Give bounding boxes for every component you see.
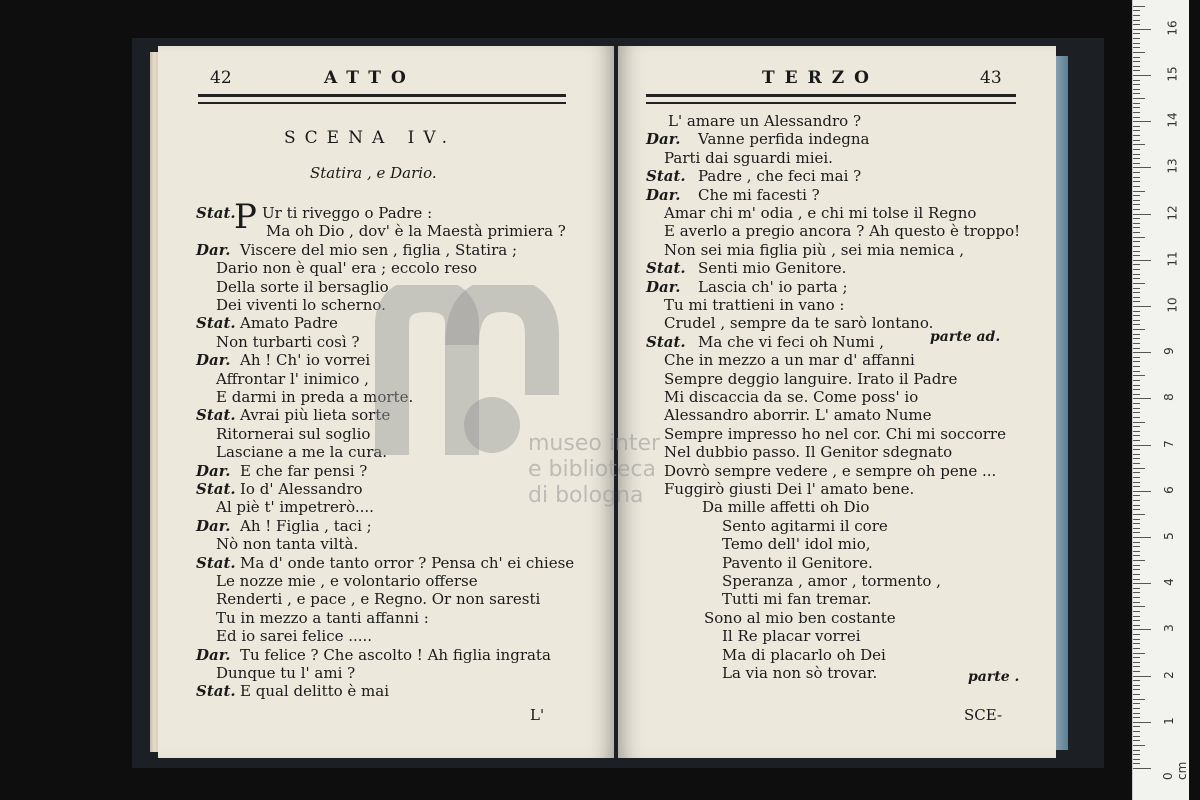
verse-line: Pavento il Genitore. <box>722 553 873 572</box>
verse-line: E qual delitto è mai <box>240 682 390 701</box>
ruler-tick <box>1133 574 1140 575</box>
ruler-tick <box>1133 597 1140 598</box>
verse-line: Ma di placarlo oh Dei <box>722 645 886 664</box>
verse-line: Sono al mio ben costante <box>704 608 896 627</box>
speaker-label: Dar. <box>646 277 681 296</box>
ruler-tick <box>1133 736 1140 737</box>
scene-title: SCENA IV. <box>284 128 457 148</box>
ruler-tick <box>1133 417 1140 418</box>
ruler-tick <box>1133 260 1151 261</box>
ruler-tick <box>1133 209 1140 210</box>
ruler-tick <box>1133 602 1140 603</box>
ruler-tick <box>1133 320 1140 321</box>
ruler-tick <box>1133 306 1151 307</box>
right-page-edge <box>1054 56 1068 750</box>
ruler-tick <box>1133 458 1140 459</box>
ruler-tick <box>1133 588 1140 589</box>
ruler-tick <box>1133 80 1140 81</box>
ruler-tick <box>1133 140 1140 141</box>
ruler-tick <box>1133 292 1140 293</box>
verse-line: Dei viventi lo scherno. <box>216 296 386 314</box>
ruler-tick <box>1133 43 1140 44</box>
header-rule <box>646 102 1016 104</box>
ruler-tick <box>1133 112 1140 113</box>
verse-line: E che far pensi ? <box>240 461 368 480</box>
ruler-tick <box>1133 149 1140 150</box>
ruler-tick <box>1133 195 1140 196</box>
verse-line: Crudel , sempre da te sarò lontano. <box>664 314 934 333</box>
verse-line: Tu felice ? Che ascolto ! Ah figlia ingrata <box>240 645 551 664</box>
ruler-tick <box>1133 315 1140 316</box>
verse-line: Le nozze mie , e volontario offerse <box>216 572 478 590</box>
ruler-tick <box>1133 251 1140 252</box>
ruler-tick <box>1133 75 1151 76</box>
ruler-tick <box>1133 699 1145 700</box>
ruler-tick <box>1133 546 1140 547</box>
ruler-label: 7 <box>1161 439 1176 448</box>
ruler-tick <box>1133 84 1140 85</box>
ruler-tick <box>1133 408 1140 409</box>
ruler-tick <box>1133 144 1145 145</box>
ruler-tick <box>1133 750 1140 751</box>
ruler-label: 13 <box>1165 158 1180 175</box>
ruler-tick <box>1133 717 1140 718</box>
ruler-tick <box>1133 643 1140 644</box>
verse-line: Nò non tanta viltà. <box>216 535 359 554</box>
header-rule <box>646 94 1016 97</box>
verse-line: Senti mio Genitore. <box>698 259 847 278</box>
ruler-tick <box>1133 759 1140 760</box>
left-catchword: L' <box>530 706 545 724</box>
speaker-label: Dar. <box>646 130 681 149</box>
ruler-tick <box>1133 551 1140 552</box>
ruler-tick <box>1133 107 1140 108</box>
ruler-tick <box>1133 398 1151 399</box>
verse-line: Dunque tu l' ami ? <box>216 664 356 682</box>
ruler-label: 16 <box>1165 20 1180 36</box>
verse-line: Viscere del mio sen , figlia , Statira ; <box>240 240 518 259</box>
verse-line: Alessandro aborrir. L' amato Nume <box>664 406 932 425</box>
ruler-tick <box>1133 680 1140 681</box>
ruler-tick <box>1133 343 1140 344</box>
ruler-tick <box>1133 703 1140 704</box>
speaker-label: Stat. <box>196 204 236 222</box>
ruler-tick <box>1133 47 1140 48</box>
ruler-tick <box>1133 93 1140 94</box>
ruler-tick <box>1133 768 1151 769</box>
ruler-tick <box>1133 514 1145 515</box>
ruler-tick <box>1133 324 1140 325</box>
ruler-label: 9 <box>1161 347 1176 356</box>
ruler-tick <box>1133 555 1140 556</box>
watermark-text: di bologna <box>528 483 644 508</box>
ruler-tick <box>1133 449 1140 450</box>
speaker-label: Dar. <box>196 516 231 535</box>
ruler-tick <box>1133 269 1140 270</box>
ruler-tick <box>1133 29 1151 30</box>
speaker-label: Stat. <box>196 553 236 572</box>
ruler-tick <box>1133 204 1140 205</box>
verse-line: Della sorte il bersaglio <box>216 277 389 296</box>
ruler-tick <box>1133 237 1145 238</box>
ruler-tick <box>1133 519 1140 520</box>
ruler-tick <box>1133 264 1140 265</box>
ruler-tick <box>1133 472 1140 473</box>
ruler-tick <box>1133 694 1140 695</box>
ruler-tick <box>1133 537 1151 538</box>
ruler-tick <box>1133 186 1140 187</box>
speaker-label: Dar. <box>196 645 231 664</box>
ruler-tick <box>1133 560 1145 561</box>
scene-persons: Statira , e Dario. <box>310 164 437 182</box>
verse-line: Ur ti riveggo o Padre : <box>262 204 433 222</box>
left-page-header <box>158 68 614 88</box>
ruler-tick <box>1133 20 1140 21</box>
speaker-label: Stat. <box>196 406 236 425</box>
watermark-text: museo inter <box>528 431 661 456</box>
verse-line: Dovrò sempre vedere , e sempre oh pene ... <box>664 461 997 480</box>
verse-line: Che mi facesti ? <box>698 185 820 204</box>
ruler-tick <box>1133 486 1140 487</box>
verse-line: Amar chi m' odia , e chi mi tolse il Regno <box>664 204 977 222</box>
speaker-label: Dar. <box>196 351 231 370</box>
ruler-tick <box>1133 394 1140 395</box>
ruler-label: 15 <box>1165 66 1180 82</box>
ruler-tick <box>1133 10 1140 11</box>
header-rule <box>198 94 566 97</box>
ruler-tick <box>1133 403 1140 404</box>
ruler-tick <box>1133 657 1140 658</box>
verse-line: Affrontar l' inimico , <box>216 369 369 388</box>
ruler-tick <box>1133 412 1140 413</box>
ruler-tick <box>1133 468 1145 469</box>
speaker-label: Stat. <box>196 682 236 701</box>
ruler-tick <box>1133 177 1140 178</box>
ruler-tick <box>1133 592 1140 593</box>
ruler-tick <box>1133 130 1140 131</box>
ruler-tick <box>1133 33 1140 34</box>
ruler-tick <box>1133 223 1140 224</box>
ruler-tick <box>1133 181 1140 182</box>
ruler-tick <box>1133 375 1145 376</box>
verse-line: E averlo a pregio ancora ? Ah questo è troppo! <box>664 222 1021 241</box>
ruler-tick <box>1133 745 1145 746</box>
speaker-label: Stat. <box>646 259 686 278</box>
ruler-tick <box>1133 24 1140 25</box>
ruler-tick <box>1133 569 1140 570</box>
ruler-tick <box>1133 200 1140 201</box>
ruler-tick <box>1133 311 1140 312</box>
ruler-tick <box>1133 491 1151 492</box>
verse-line: Avrai più lieta sorte <box>240 406 391 425</box>
verse-line: Parti dai sguardi miei. <box>664 148 833 167</box>
verse-line: Ritornerai sul soglio <box>216 424 371 443</box>
ruler-tick <box>1133 482 1140 483</box>
right-page-number: 43 <box>980 68 1002 88</box>
ruler-tick <box>1133 542 1140 543</box>
ruler-tick <box>1133 666 1140 667</box>
ruler-tick <box>1133 625 1140 626</box>
ruler-tick <box>1133 685 1140 686</box>
ruler-tick <box>1133 583 1151 584</box>
ruler-label: 5 <box>1161 532 1176 540</box>
ruler-tick <box>1133 653 1145 654</box>
verse-line: Sempre impresso ho nel cor. Chi mi soccorre <box>664 424 1006 443</box>
ruler-tick <box>1133 528 1140 529</box>
ruler-tick <box>1133 440 1140 441</box>
ruler-tick <box>1133 708 1140 709</box>
watermark-text: e biblioteca <box>528 457 656 482</box>
ruler-tick <box>1133 70 1140 71</box>
ruler-tick <box>1133 676 1151 677</box>
ruler-tick <box>1133 121 1151 122</box>
ruler-tick <box>1133 634 1140 635</box>
verse-line: Da mille affetti oh Dio <box>702 498 870 517</box>
speaker-label: Stat. <box>196 480 236 498</box>
ruler-tick <box>1133 283 1145 284</box>
measurement-ruler <box>1132 0 1189 800</box>
ruler-tick <box>1133 431 1140 432</box>
ruler-label: 14 <box>1165 112 1180 128</box>
ruler-tick <box>1133 422 1145 423</box>
ruler-tick <box>1133 57 1140 58</box>
verse-line: E darmi in preda a morte. <box>216 388 414 406</box>
ruler-tick <box>1133 523 1140 524</box>
verse-line: Sento agitarmi il core <box>722 516 888 535</box>
stage-direction: parte . <box>968 669 1020 685</box>
ruler-tick <box>1133 38 1140 39</box>
ruler-tick <box>1133 348 1140 349</box>
ruler-tick <box>1133 232 1140 233</box>
verse-line: Tu in mezzo a tanti affanni : <box>216 608 429 627</box>
ruler-tick <box>1133 371 1140 372</box>
right-page-header <box>618 68 1056 88</box>
verse-line: Tutti mi fan tremar. <box>722 590 872 609</box>
ruler-tick <box>1133 357 1140 358</box>
verse-line: Ah ! Figlia , taci ; <box>240 516 372 535</box>
right-running-head: TERZO <box>762 68 879 88</box>
ruler-tick <box>1133 301 1140 302</box>
ruler-tick <box>1133 89 1140 90</box>
ruler-tick <box>1133 731 1140 732</box>
ruler-tick <box>1133 172 1140 173</box>
ruler-tick <box>1133 227 1140 228</box>
speaker-label: Dar. <box>196 240 231 259</box>
ruler-label: 4 <box>1161 578 1176 587</box>
ruler-tick <box>1133 218 1140 219</box>
verse-line: Ma che vi feci oh Numi , <box>698 332 885 351</box>
ruler-tick <box>1133 639 1140 640</box>
ruler-label: 10 <box>1165 297 1180 313</box>
left-page-number: 42 <box>210 68 232 88</box>
verse-line: Tu mi trattieni in vano : <box>664 296 845 314</box>
verse-line: Mi discaccia da se. Come poss' io <box>664 388 919 406</box>
ruler-tick <box>1133 385 1140 386</box>
ruler-tick <box>1133 754 1140 755</box>
ruler-tick <box>1133 167 1151 168</box>
ruler-tick <box>1133 352 1151 353</box>
ruler-tick <box>1133 297 1140 298</box>
ruler-label: 12 <box>1165 204 1180 221</box>
verse-line: L' amare un Alessandro ? <box>668 112 861 130</box>
ruler-tick <box>1133 117 1140 118</box>
verse-line: La via non sò trovar. <box>722 664 878 682</box>
right-page <box>618 46 1056 758</box>
verse-line: Nel dubbio passo. Il Genitor sdegnato <box>664 443 953 462</box>
verse-line: Sempre deggio languire. Irato il Padre <box>664 369 958 388</box>
ruler-tick <box>1133 648 1140 649</box>
ruler-tick <box>1133 52 1145 53</box>
ruler-tick <box>1133 662 1140 663</box>
ruler-tick <box>1133 135 1140 136</box>
ruler-tick <box>1133 463 1140 464</box>
ruler-tick <box>1133 565 1140 566</box>
ruler-label: 1 <box>1161 716 1176 725</box>
stage-direction: parte ad. <box>930 329 1001 345</box>
speaker-label: Stat. <box>646 167 686 186</box>
ruler-tick <box>1133 579 1140 580</box>
verse-line: Fuggirò giusti Dei l' amato bene. <box>664 480 915 498</box>
ruler-tick <box>1133 158 1140 159</box>
verse-line: Dario non è qual' era ; eccolo reso <box>216 259 478 278</box>
ruler-tick <box>1133 66 1140 67</box>
ruler-tick <box>1133 98 1145 99</box>
ruler-tick <box>1133 713 1140 714</box>
ruler-tick <box>1133 214 1151 215</box>
ruler-tick <box>1133 361 1140 362</box>
ruler-tick <box>1133 689 1140 690</box>
ruler-tick <box>1133 334 1140 335</box>
ruler-label: 2 <box>1161 670 1176 679</box>
ruler-tick <box>1133 380 1140 381</box>
ruler-tick <box>1133 763 1140 764</box>
verse-line: Ed io sarei felice ..... <box>216 627 373 646</box>
ruler-tick <box>1133 246 1140 247</box>
ruler-label: 11 <box>1165 251 1180 267</box>
ruler-tick <box>1133 61 1140 62</box>
ruler-tick <box>1133 620 1140 621</box>
verse-line: Al piè t' impetrerò.... <box>216 498 374 517</box>
ruler-tick <box>1133 426 1140 427</box>
ruler-tick <box>1133 500 1140 501</box>
right-catchword: SCE- <box>964 706 1003 724</box>
verse-line: Lascia ch' io parta ; <box>698 277 848 296</box>
ruler-tick <box>1133 722 1151 723</box>
ruler-tick <box>1133 606 1145 607</box>
ruler-tick <box>1133 389 1140 390</box>
verse-line: Renderti , e pace , e Regno. Or non saresti <box>216 590 541 609</box>
verse-line: Ma d' onde tanto orror ? Pensa ch' ei chiese <box>240 553 575 572</box>
ruler-tick <box>1133 726 1140 727</box>
ruler-tick <box>1133 103 1140 104</box>
ruler-tick <box>1133 154 1140 155</box>
ruler-tick <box>1133 495 1140 496</box>
ruler-tick <box>1133 366 1140 367</box>
ruler-tick <box>1133 6 1145 7</box>
verse-line: Non sei mia figlia più , sei mia nemica , <box>664 240 965 259</box>
ruler-tick <box>1133 740 1140 741</box>
verse-line: Amato Padre <box>240 314 338 333</box>
speaker-label: Dar. <box>196 461 231 480</box>
ruler-tick <box>1133 532 1140 533</box>
left-running-head: ATTO <box>324 68 416 88</box>
verse-line: Speranza , amor , tormento , <box>722 572 941 590</box>
ruler-tick <box>1133 163 1140 164</box>
verse-line: Temo dell' idol mio, <box>722 535 871 554</box>
ruler-tick <box>1133 278 1140 279</box>
verse-line: Ma oh Dio , dov' è la Maestà primiera ? <box>266 222 566 241</box>
verse-line: Ah ! Ch' io vorrei <box>240 351 371 370</box>
speaker-label: Stat. <box>646 332 686 351</box>
drop-cap: P <box>234 197 257 237</box>
ruler-label: 6 <box>1161 485 1176 494</box>
ruler-label: 3 <box>1161 624 1176 633</box>
verse-line: Padre , che feci mai ? <box>698 167 862 186</box>
speaker-label: Dar. <box>646 185 681 204</box>
ruler-tick <box>1133 255 1140 256</box>
ruler-tick <box>1133 126 1140 127</box>
ruler-tick <box>1133 191 1145 192</box>
ruler-tick <box>1133 435 1140 436</box>
ruler-label: 8 <box>1161 393 1176 402</box>
ruler-tick <box>1133 241 1140 242</box>
ruler-tick <box>1133 338 1140 339</box>
speaker-label: Stat. <box>196 314 236 333</box>
ruler-tick <box>1133 505 1140 506</box>
verse-line: Vanne perfida indegna <box>698 130 870 149</box>
ruler-tick <box>1133 454 1140 455</box>
ruler-tick <box>1133 477 1140 478</box>
ruler-unit-label: 0 cm <box>1161 761 1189 780</box>
verse-line: Che in mezzo a un mar d' affanni <box>664 351 915 370</box>
ruler-tick <box>1133 288 1140 289</box>
ruler-tick <box>1133 629 1151 630</box>
verse-line: Il Re placar vorrei <box>722 627 861 646</box>
ruler-tick <box>1133 671 1140 672</box>
ruler-tick <box>1133 329 1145 330</box>
ruler-tick <box>1133 274 1140 275</box>
verse-line: Io d' Alessandro <box>240 480 363 498</box>
ruler-tick <box>1133 611 1140 612</box>
ruler-tick <box>1133 15 1140 16</box>
verse-line: Non turbarti così ? <box>216 332 360 351</box>
ruler-tick <box>1133 509 1140 510</box>
header-rule <box>198 102 566 104</box>
ruler-tick <box>1133 445 1151 446</box>
verse-line: Lasciane a me la cura. <box>216 443 388 462</box>
ruler-tick <box>1133 616 1140 617</box>
